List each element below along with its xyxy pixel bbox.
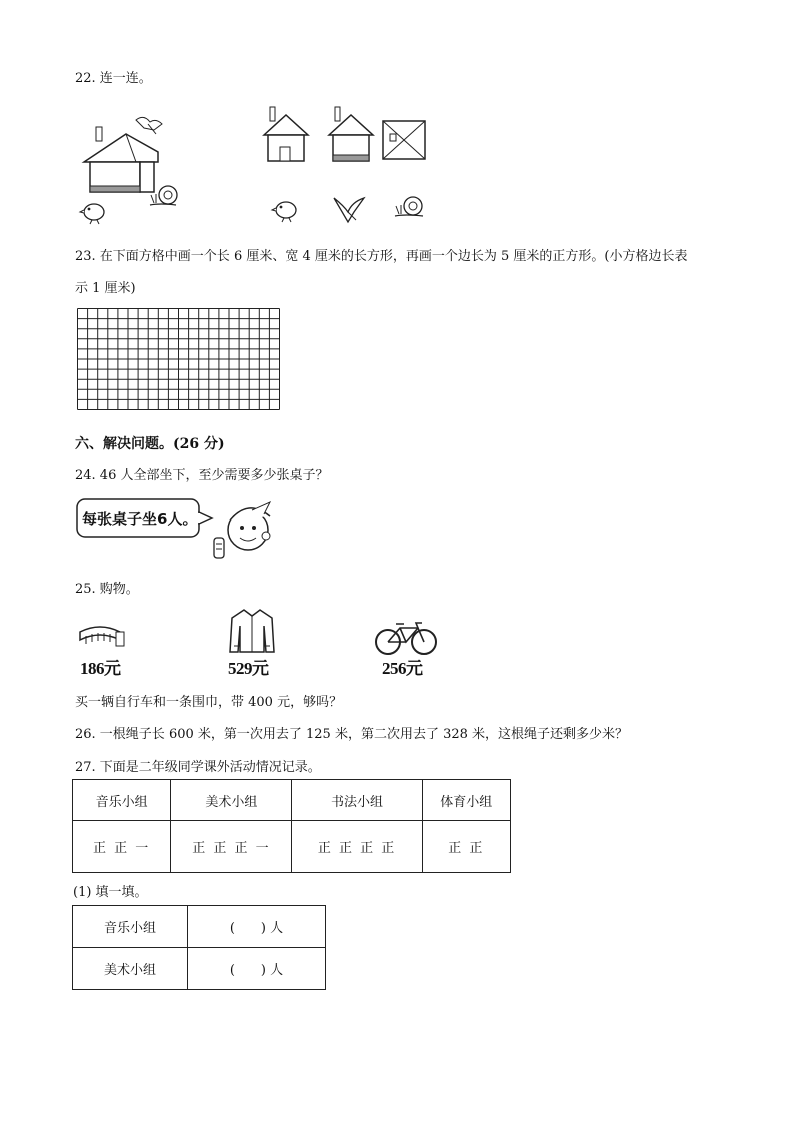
header-art: 美术小组 (171, 780, 292, 821)
price-jacket: 529元 (228, 659, 269, 678)
activity-tally-table (72, 779, 511, 873)
fill-label-art: 美术小组 (73, 948, 188, 990)
question-23-line2: 示 1 厘米) (75, 281, 136, 296)
question-24: 24. 46 人全部坐下，至少需要多少张桌子？ (75, 468, 329, 483)
small-house-icon (262, 107, 312, 165)
jacket-icon (228, 606, 276, 654)
section-6-title: 六、解决问题。(26 分) (75, 436, 225, 452)
flying-bird-icon (330, 194, 368, 224)
tally-art: 正 正 正 一 (171, 821, 292, 873)
bicycle-icon (374, 620, 438, 656)
fill-in-table (72, 905, 326, 990)
top-view-box-icon (382, 120, 428, 162)
header-music: 音乐小组 (73, 780, 171, 821)
price-bicycle: 256元 (382, 659, 423, 678)
question-27: 27. 下面是二年级同学课外活动情况记录。 (75, 760, 321, 775)
square-grid[interactable] (77, 308, 279, 415)
boy-character-icon (212, 500, 282, 562)
question-23-line1: 23. 在下面方格中画一个长 6 厘米、宽 4 厘米的长方形，再画一个边长为 5 厘米的正方形。(小方格边长表 (75, 249, 688, 264)
snail-icon (393, 194, 427, 222)
price-scarf: 186元 (80, 659, 121, 678)
bird-icon (80, 198, 110, 224)
house-with-base-icon (327, 107, 377, 165)
snail-icon (148, 183, 180, 209)
question-22: 22. 连一连。 (75, 71, 152, 86)
speech-bubble-text: 每张桌子坐6人。 (82, 510, 198, 528)
question-27-sub1: (1) 填一填。 (73, 885, 148, 900)
tally-calligraphy: 正 正 正 正 (292, 821, 422, 873)
scarf-icon (78, 624, 126, 652)
tally-sports: 正 正 (422, 821, 510, 873)
tally-music: 正 正 一 (73, 821, 171, 873)
question-25: 25. 购物。 (75, 582, 139, 597)
header-calligraphy: 书法小组 (292, 780, 422, 821)
bird-icon (272, 196, 302, 222)
question-26: 26. 一根绳子长 600 米，第一次用去了 125 米，第二次用去了 328 米，这根绳子还剩多少米？ (75, 727, 629, 742)
fill-blank-art[interactable]: ( ) 人 (188, 948, 326, 990)
fill-blank-music[interactable]: ( ) 人 (188, 906, 326, 948)
header-sports: 体育小组 (422, 780, 510, 821)
fill-label-music: 音乐小组 (73, 906, 188, 948)
question-25-prompt: 买一辆自行车和一条围巾，带 400 元，够吗？ (75, 695, 343, 710)
